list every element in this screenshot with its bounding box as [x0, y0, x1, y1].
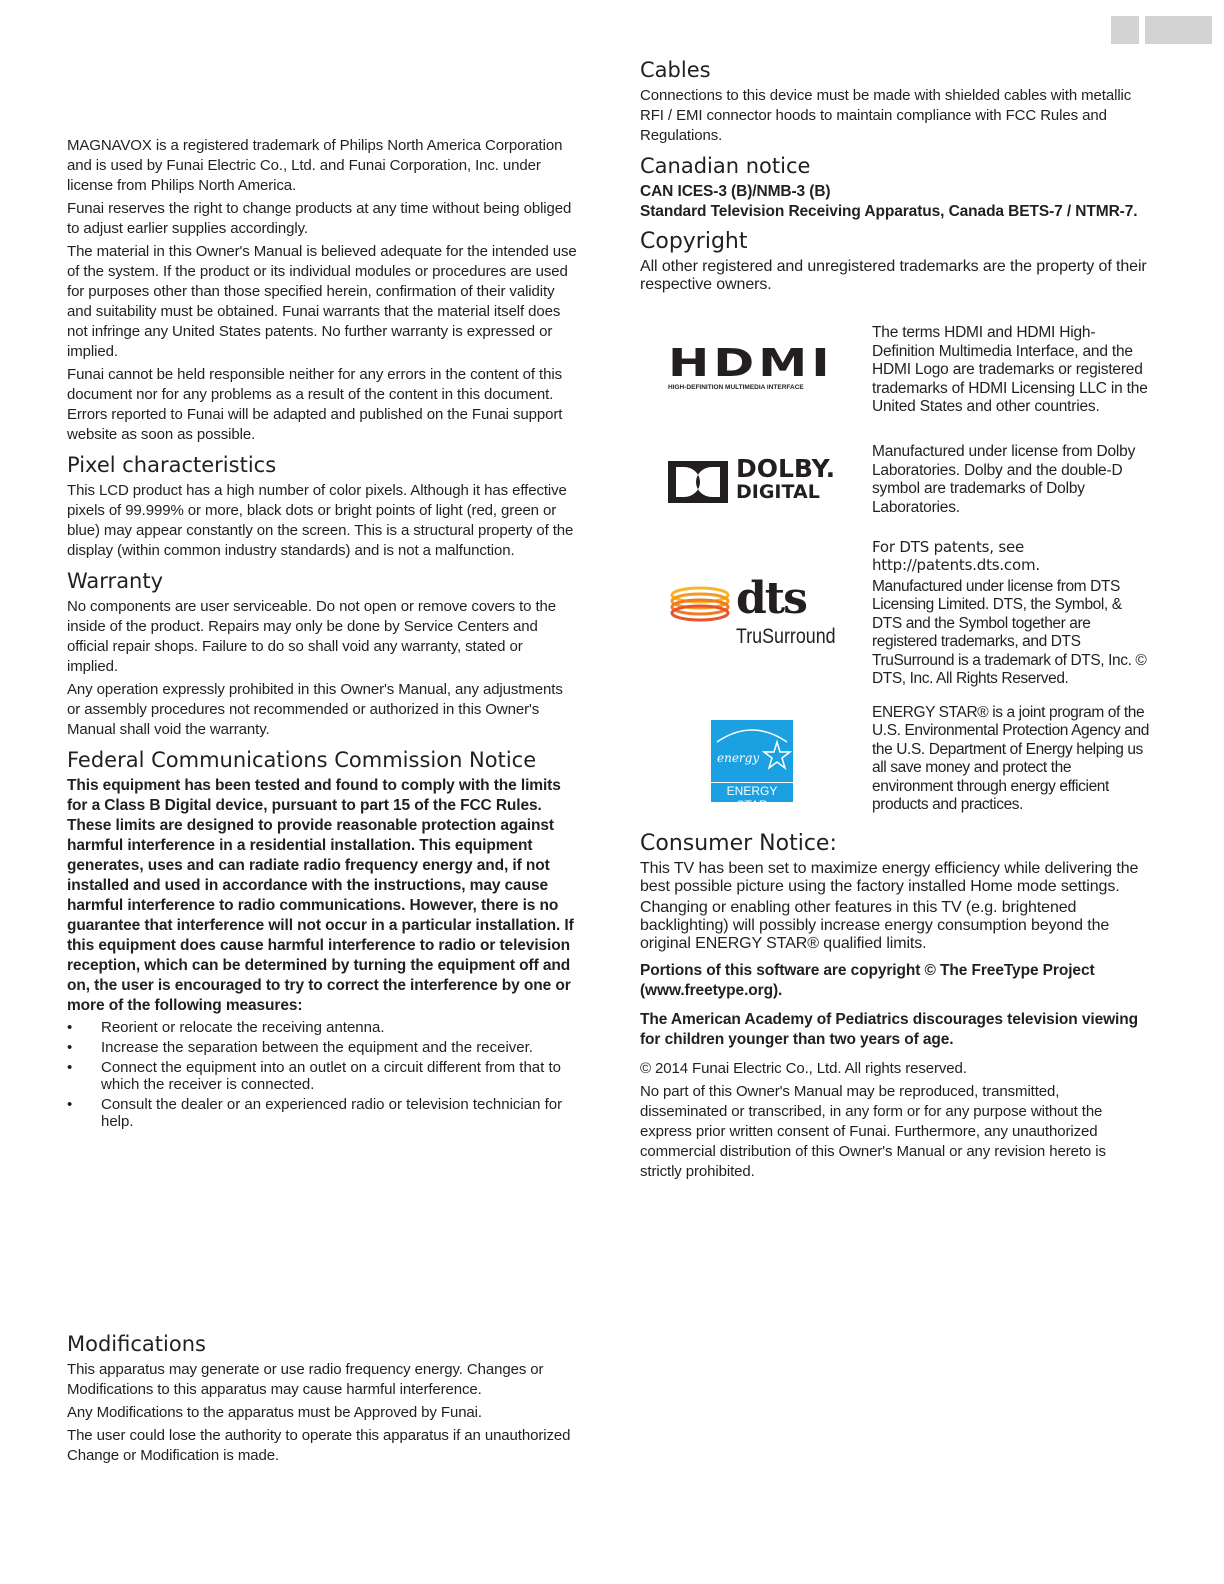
fcc-measures-list [67, 1019, 577, 1130]
canadian-section [640, 154, 1150, 222]
trademark-paragraph: MAGNAVOX is a registered trademark of Philips North America Corporation and is used by Funai Electric Co., Ltd. and Funai Corporation, Inc. under license from Philips North America. [67, 137, 563, 194]
hdmi-row [640, 324, 1150, 420]
canadian-ices: CAN ICES-3 (B)/NMB-3 (B) [640, 183, 831, 200]
hdmi-logo: HDMI HIGH-DEFINITION MULTIMEDIA INTERFACE [668, 340, 834, 391]
modifications-section [67, 1332, 577, 1469]
copyright-text: All other registered and unregistered trademarks are the property of their respective owners. [640, 258, 1147, 293]
list-item: • Connect the equipment into an outlet on a circuit different from that to which the receiver is connected. [67, 1059, 577, 1093]
page-tab-right[interactable] [1145, 16, 1212, 44]
intro-section [67, 136, 577, 445]
right-column [640, 58, 1150, 1185]
consumer-section [640, 832, 1150, 1182]
dts-logo: dts TruSurround [640, 575, 872, 655]
consumer-heading: Consumer Notice: [640, 830, 837, 856]
energy-star-icon [711, 720, 793, 782]
double-d-icon [668, 461, 728, 503]
list-item: • Consult the dealer or an experienced radio or television technician for help. [67, 1096, 577, 1130]
warranty-text: No components are user serviceable. Do not open or remove covers to the inside of the product. Repairs may only be done by Service Centers and official repair shops. Failure to do so shall void any warranty, stated or implied. [67, 598, 556, 675]
copyright-section [640, 230, 1150, 294]
material-paragraph: The material in this Owner's Manual is believed adequate for the intended use of the system. If the product or its individual modules or procedures are used for purposes other than those specified herein, confirmation of their validity and suitability must be obtained. Funai warrants that the material itself does not infringe any United States patents. No further warranty is expressed or implied. [67, 243, 577, 360]
warranty-section [67, 569, 577, 740]
energy-star-notice: ENERGY STAR® is a joint program of the U.S. Environmental Protection Agency and the U.S. Department of Energy helping us all save money and protect the environment through energy efficient products and practices. [872, 703, 1149, 813]
dolby-row [640, 442, 1150, 522]
dolby-notice: Manufactured under license from Dolby Laboratories. Dolby and the double-D symbol are trademarks of Dolby Laboratories. [872, 443, 1136, 516]
dts-notice: For DTS patents, see http://patents.dts.com. Manufactured under license from DTS Licensing Limited. DTS, the Symbol, & DTS and the Symbol together are registered trademarks, and DTS TruSurround is a trademark of DTS, Inc. © DTS, Inc. All Rights Reserved. [872, 537, 1147, 687]
hdmi-notice: The terms HDMI and HDMI High-Definition Multimedia Interface, and the HDMI Logo are trademarks or registered trademarks of HDMI Licensing LLC in the United States and other countries. [872, 324, 1148, 415]
warranty-text: Any operation expressly prohibited in this Owner's Manual, any adjustments or assembly procedures not recommended or authorized in this Owner's Manual shall void the warranty. [67, 681, 563, 738]
reserve-paragraph: Funai reserves the right to change products at any time without being obliged to adjust earlier supplies accordingly. [67, 200, 572, 237]
energy-star-logo: energy ENERGY STAR [711, 720, 793, 802]
svg-text:energy: energy [717, 750, 760, 765]
left-column [67, 136, 577, 1133]
modifications-text: The user could lose the authority to operate this apparatus if an unauthorized Change or Modification is made. [67, 1427, 571, 1464]
modifications-text: Any Modifications to the apparatus must be Approved by Funai. [67, 1404, 482, 1421]
modifications-heading: Modifications [67, 1332, 206, 1356]
pixel-heading: Pixel characteristics [67, 453, 277, 477]
freetype-notice: Portions of this software are copyright © The FreeType Project (www.freetype.org). [640, 961, 1095, 999]
consumer-text: Changing or enabling other features in this TV (e.g. brightened backlighting) will possibly increase energy consumption beyond the original ENERGY STAR® qualified limits. [640, 898, 1110, 952]
dolby-logo: DOLBY. DIGITAL [640, 442, 872, 522]
aap-notice: The American Academy of Pediatrics discourages television viewing for children younger than two years of age. [640, 1010, 1138, 1048]
copyright-year-notice: © 2014 Funai Electric Co., Ltd. All rights reserved. [640, 1059, 967, 1077]
cables-text: Connections to this device must be made with shielded cables with metallic RFI / EMI connector hoods to maintain compliance with FCC Rules and Regulations. [640, 87, 1132, 144]
fcc-section [67, 748, 577, 1130]
warranty-heading: Warranty [67, 569, 164, 593]
list-item: • Increase the separation between the equipment and the receiver. [67, 1039, 577, 1056]
dts-row [640, 538, 1150, 692]
canadian-bets: Standard Television Receiving Apparatus, Canada BETS-7 / NTMR-7. [640, 203, 1138, 220]
responsibility-paragraph: Funai cannot be held responsible neither for any errors in the content of this document nor for any problems as a result of the content in this document. Errors reported to Funai will be adapted and published on the Funai support website as soon as possible. [67, 366, 563, 443]
canadian-heading: Canadian notice [640, 154, 811, 178]
fcc-text: This equipment has been tested and found to comply with the limits for a Class B Digital device, pursuant to part 15 of the FCC Rules. These limits are designed to provide reasonable protection against harmful interference in a residential installation. This equipment generates, uses and can radiate radio frequency energy and, if not installed and used in accordance with the instructions, may cause harmful interference to radio communications. However, there is no guarantee that interference will not occur in a particular installation. If this equipment does cause harmful interference to radio or television reception, which can be determined by turning the equipment off and on, the user is encouraged to try to correct the interference by one or more of the following measures: [67, 777, 574, 1014]
pixel-text: This LCD product has a high number of color pixels. Although it has effective pixels of 99.999% or more, black dots or bright points of light (red, green or blue) may appear constantly on the screen. This is a structural property of the display (within common industry standards) and is not a malfunction. [67, 482, 574, 559]
fcc-heading: Federal Communications Commission Notice [67, 748, 537, 772]
reproduction-notice: No part of this Owner's Manual may be reproduced, transmitted, disseminated or transcribed, in any form or for any purpose without the express prior written consent of Funai. Furthermore, any unauthorized commercial distribution of this Owner's Manual or any revision hereto is strictly prohibited. [640, 1082, 1106, 1180]
dts-rings-icon [670, 585, 730, 627]
cables-heading: Cables [640, 58, 711, 82]
modifications-text: This apparatus may generate or use radio frequency energy. Changes or Modifications to this apparatus may cause harmful interference. [67, 1361, 544, 1398]
copyright-heading: Copyright [640, 229, 748, 254]
cables-section [640, 58, 1150, 146]
pixel-section [67, 453, 577, 561]
page-tab-left[interactable] [1111, 16, 1139, 44]
energy-row [640, 704, 1150, 818]
consumer-text: This TV has been set to maximize energy efficiency while delivering the best possible picture using the factory installed Home mode settings. [640, 859, 1139, 895]
energy-star-logo-area [640, 716, 872, 812]
list-item: • Reorient or relocate the receiving antenna. [67, 1019, 577, 1036]
